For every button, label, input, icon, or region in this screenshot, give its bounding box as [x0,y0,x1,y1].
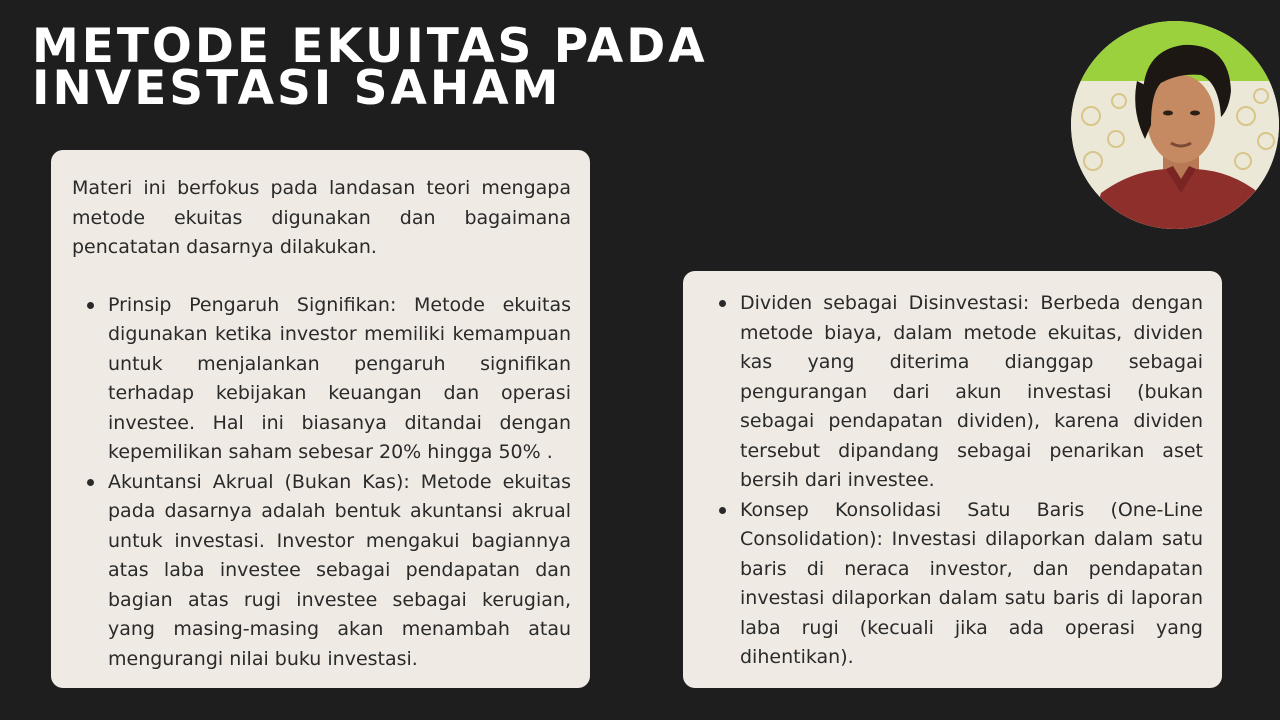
bullet-icon [87,302,94,309]
right-content-card [683,271,1222,688]
bullet-icon [719,507,726,514]
right-bullet-list [704,289,1203,673]
intro-text: Materi ini berfokus pada landasan teori mengapa metode ekuitas digunakan dan bagaimana pencatatan dasarnya dilakukan. [72,177,571,258]
bullet-item [740,289,1203,496]
bullet-item [108,291,571,468]
presenter-webcam-avatar [1071,21,1279,229]
left-bullet-list [72,291,571,675]
bullet-text: Prinsip Pengaruh Signifikan: Metode ekuitas digunakan ketika investor memiliki kemampuan untuk menjalankan pengaruh signifikan terhadap kebijakan keuangan dan operasi investee. Hal ini biasanya ditandai dengan kepemilikan saham sebesar 20% hingga 50% . [108,293,571,463]
left-content-card [51,150,590,688]
bullet-text: Akuntansi Akrual (Bukan Kas): Metode ekuitas pada dasarnya adalah bentuk akuntansi akrual untuk investasi. Investor mengakui bagiannya atas laba investee sebagai pendapatan dan bagian atas rugi investee sebagai kerugian, yang masing-masing akan menambah atau mengurangi nilai buku investasi. [108,470,571,670]
presenter-icon [1071,21,1279,229]
bullet-text: Dividen sebagai Disinvestasi: Berbeda dengan metode biaya, dalam metode ekuitas, dividen kas yang diterima dianggap sebagai pengurangan dari akun investasi (bukan sebagai pendapatan dividen), karena dividen tersebut dipandang sebagai penarikan aset bersih dari investee. [740,292,1203,491]
bullet-icon [87,479,94,486]
bullet-item [108,468,571,675]
bullet-item [740,496,1203,673]
bullet-icon [719,300,726,307]
bullet-text: Konsep Konsolidasi Satu Baris (One-Line Consolidation): Investasi dilaporkan dalam satu baris di neraca investor, dan pendapatan investasi dilaporkan dalam satu baris di laporan laba rugi (kecuali jika ada operasi yang dihentikan). [740,498,1203,668]
slide-title: METODE EKUITAS PADA INVESTASI SAHAM [32,19,708,116]
